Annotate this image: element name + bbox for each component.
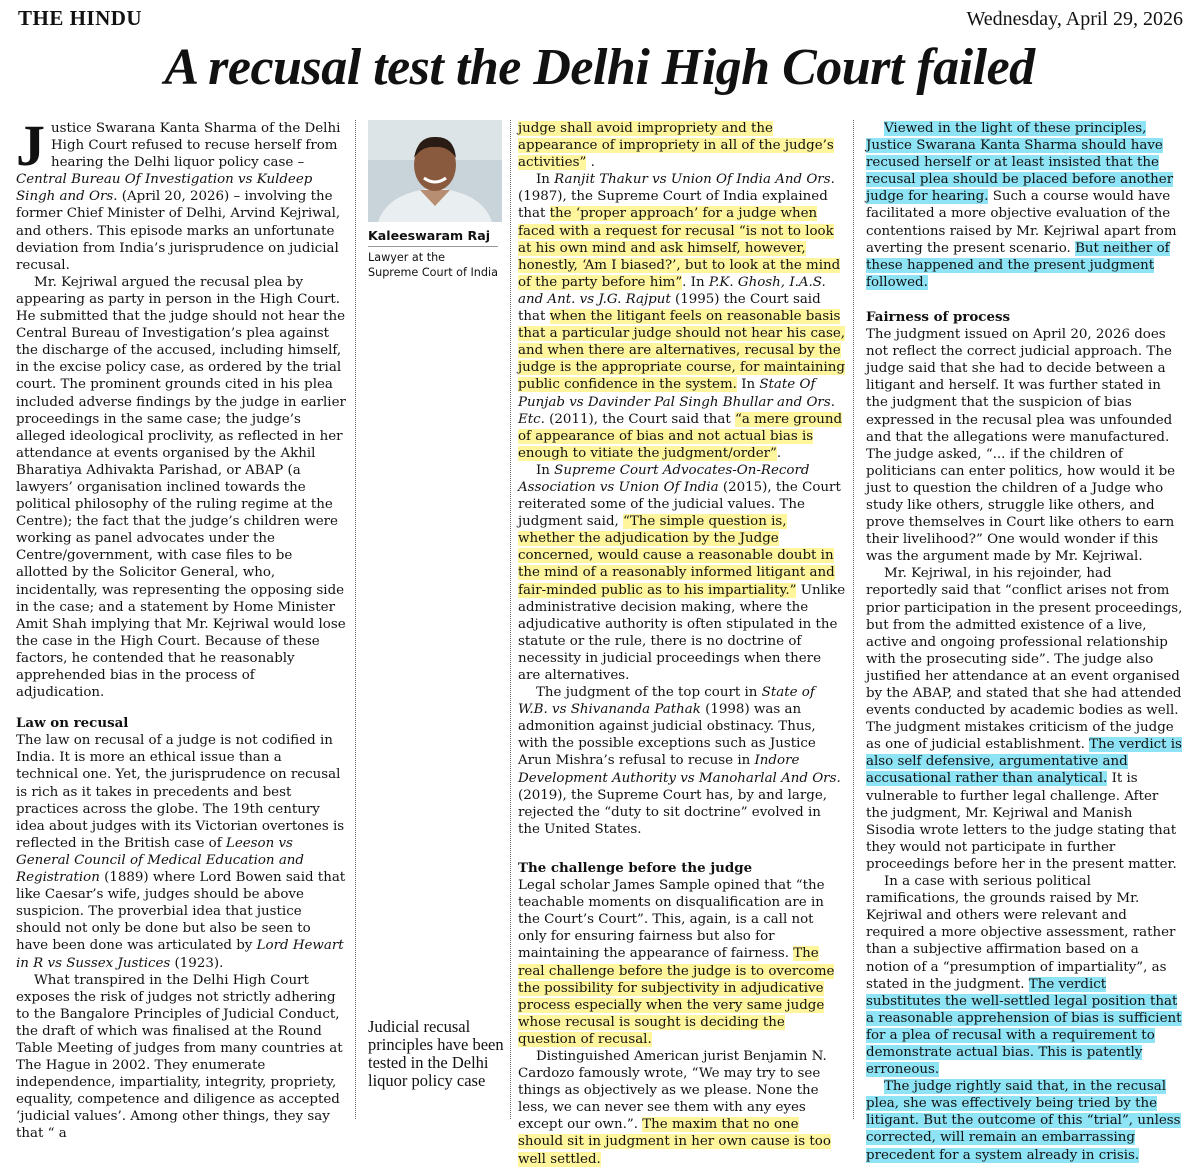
pull-quote: Judicial recusal principles have been tested in the Delhi liquor policy case bbox=[368, 1017, 504, 1090]
paragraph: The judge rightly said that, in the recusal plea, she was effectively being tried by the litigant. But the outcome of this “trial”, unless corrected, will remain an embarrassing precedent for a system already in crisis. bbox=[866, 1079, 1181, 1163]
paragraph: The judgment of the top court in State of W.B. vs Shivananda Pathak (1998) was an admonition against judicial obstinacy. Thus, with the possible exceptions such as Justice Arun Mishra’s refusal to recuse in Indore Development Authority vs Manoharlal And Ors. (2019), the Supreme Court has, by and large, rejected the “duty to sit doctrine” evolved in the United States. bbox=[518, 685, 841, 837]
masthead: THE HINDU bbox=[18, 6, 143, 30]
paragraph: In Ranjit Thakur vs Union Of India And Ors. (1987), the Supreme Court of India explained that the ‘proper approach’ for a judge when faced with a request for recusal “is not to look at his own mind and ask himself, however, honestly, ‘Am I biased?’, but to look at the mind of the party before him”. In P.K. Ghosh, I.A.S. and Ant. vs J.G. Rajput (1995) the Court said that when the litigant feels on reasonable basis that a particular judge should not hear his case, and when there are alternatives, recusal by the judge is the appropriate course, for maintaining public confidence in the system. In State Of Punjab vs Davinder Pal Singh Bhullar and Ors. Etc. (2011), the Court said that “a mere ground of appearance of bias and not actual bias is enough to vitiate the judgment/order”. bbox=[518, 172, 846, 461]
subheading: Fairness of process bbox=[866, 308, 1011, 325]
column-divider bbox=[355, 120, 356, 1119]
publication-date: Wednesday, April 29, 2026 bbox=[966, 8, 1183, 30]
subheading: Law on recusal bbox=[16, 715, 129, 732]
headline: A recusal test the Delhi High Court failed bbox=[164, 39, 1035, 96]
paragraph: In a case with serious political ramifications, the grounds raised by Mr. Kejriwal and others were relevant and required a more objective assessment, rather than a subjective affirmation based on a notion of a “presumption of impartiality”, as stated in the judgment. The verdict substitutes the well-settled legal position that a reasonable apprehension of bias is sufficient for a plea of recusal with a requirement to demonstrate actual bias. This is patently erroneous. bbox=[866, 874, 1182, 1078]
article-column-4 bbox=[866, 120, 1184, 1164]
column-divider bbox=[510, 120, 511, 1119]
paragraph: The judgment issued on April 20, 2026 does not reflect the correct judicial approach. The judge said that she had to decide between a litigant and herself. It was further stated in the judgment that the suspicion of bias expressed in the recusal plea was unfounded and that the allegations were manufactured. The judge asked, “... if the children of politicians can enter politics, how would it be just to question the children of a Judge who study like others, struggle like others, and prove themselves in Court like others to earn their livelihood?” One would wonder if this was the argument made by Mr. Kejriwal. bbox=[866, 327, 1176, 565]
author-role: Lawyer at the Supreme Court of India bbox=[368, 251, 498, 279]
divider bbox=[368, 246, 498, 247]
paragraph: judge shall avoid impropriety and the appearance of impropriety in all of the judge’s activities” . bbox=[518, 121, 834, 171]
author-name: Kaleeswaram Raj bbox=[368, 228, 491, 243]
dropcap: J bbox=[16, 113, 45, 178]
paragraph: Mr. Kejriwal, in his rejoinder, had reportedly said that “conflict arises not from prior participation in the present proceedings, but from the admitted existence of a live, active and ongoing professional relationship with the prosecuting side”. The judge also justified her attendance at an event organised by the ABAP, and stated that she had attended events conducted by academic bodies as well. The judgment mistakes criticism of the judge as one of judicial establishment. The verdict is also self defensive, argumentative and accusational rather than analytical. It is vulnerable to further legal challenge. After the judgment, Mr. Kejriwal and Manish Sisodia wrote letters to the judge stating that they would not participate in further proceedings before her in the present matter. bbox=[866, 566, 1183, 872]
paragraph: Mr. Kejriwal argued the recusal plea by appearing as party in person in the High Court. He submitted that the judge should not hear the Central Bureau of Investigation’s plea against the discharge of the accused, including himself, in the excise policy case, as ordered by the trial court. The prominent grounds cited in his plea included adverse findings by the judge in earlier proceedings in the same case; the judge’s alleged ideological proclivity, as reflected in her attendance at events organised by the Akhil Bharatiya Adhivakta Parishad, or ABAP (a lawyers’ organisation inclined towards the political philosophy of the ruling regime at the Centre); the fact that the judge’s children were working as panel advocates under the Centre/government, with case files to be allotted by the Solicitor General, who, incidentally, was representing the opposing side in the case; and a statement by Home Minister Amit Shah implying that Mr. Kejriwal would lose the case in the High Court. Because of these factors, he contended that he reasonably apprehended bias in the process of adjudication. bbox=[16, 274, 346, 701]
paragraph: Legal scholar James Sample opined that “the teachable moments on disqualification are in the Court’s Court”. This, again, is a call not only for ensuring fairness but also for maintaining the appearance of fairness. The real challenge before the judge is to overcome the possibility for subjectivity in adjudicative process especially when the very same judge whose recusal is sought is deciding the question of recusal. bbox=[518, 878, 835, 1047]
article-column-3 bbox=[518, 120, 846, 1168]
subheading: The challenge before the judge bbox=[518, 859, 753, 876]
paragraph: Justice Swarana Kanta Sharma of the Delhi High Court refused to recuse herself from hearing the Delhi liquor policy case – Central Bureau Of Investigation vs Kuldeep Singh and Ors. (April 20, 2026) – involving the former Chief Minister of Delhi, Arvind Kejriwal, and others. This episode marks an unfortunate deviation from India’s jurisprudence on judicial recusal. bbox=[16, 113, 341, 273]
author-photo bbox=[368, 120, 502, 222]
paragraph: In Supreme Court Advocates-On-Record Association vs Union Of India (2015), the Court reiterated some of the judicial values. The judgment said, “The simple question is, whether the adjudication by the Judge concerned, would cause a reasonable doubt in the mind of a reasonably informed litigant and fair-minded public as to his impartiality.” Unlike administrative decision making, where the adjudicative authority is often stipulated in the statute or the rule, there is no doctrine of necessity in judicial proceedings when there are alternatives. bbox=[518, 462, 846, 683]
paragraph: The law on recusal of a judge is not codified in India. It is more an ethical issue than a technical one. Yet, the jurisprudence on recusal is rich as it takes in precedents and best practices across the globe. The 19th century idea about judges with its Victorian overtones is reflected in the British case of Leeson vs General Council of Medical Education and Registration (1889) where Lord Bowen said that like Caesar’s wife, judges should be above suspicion. The proverbial idea that justice should not only be done but also be seen to have been done was articulated by Lord Hewart in R vs Sussex Justices (1923). bbox=[16, 733, 346, 971]
column-divider bbox=[853, 120, 854, 1119]
article-column-1 bbox=[16, 113, 346, 1143]
paragraph: Distinguished American jurist Benjamin N. Cardozo famously wrote, “We may try to see things as objectively as we please. None the less, we can never see them with any eyes except our own.”. The maxim that no one should sit in judgment in her own cause is too well settled. bbox=[518, 1048, 831, 1167]
paragraph: What transpired in the Delhi High Court exposes the risk of judges not strictly adhering to the Bangalore Principles of Judicial Conduct, the draft of which was finalised at the Round Table Meeting of judges from many countries at The Hague in 2002. They enumerate independence, impartiality, integrity, propriety, equality, competence and diligence as accepted ‘judicial values’. Among other things, they say that “ a bbox=[16, 972, 343, 1142]
paragraph: Viewed in the light of these principles, Justice Swarana Kanta Sharma should have recused herself or at least insisted that the recusal plea should be placed before another judge for hearing. Such a course would have facilitated a more objective evaluation of the contentions raised by Mr. Kejriwal apart from averting the present scenario. But neither of these happened and the present judgment followed. bbox=[866, 121, 1177, 290]
